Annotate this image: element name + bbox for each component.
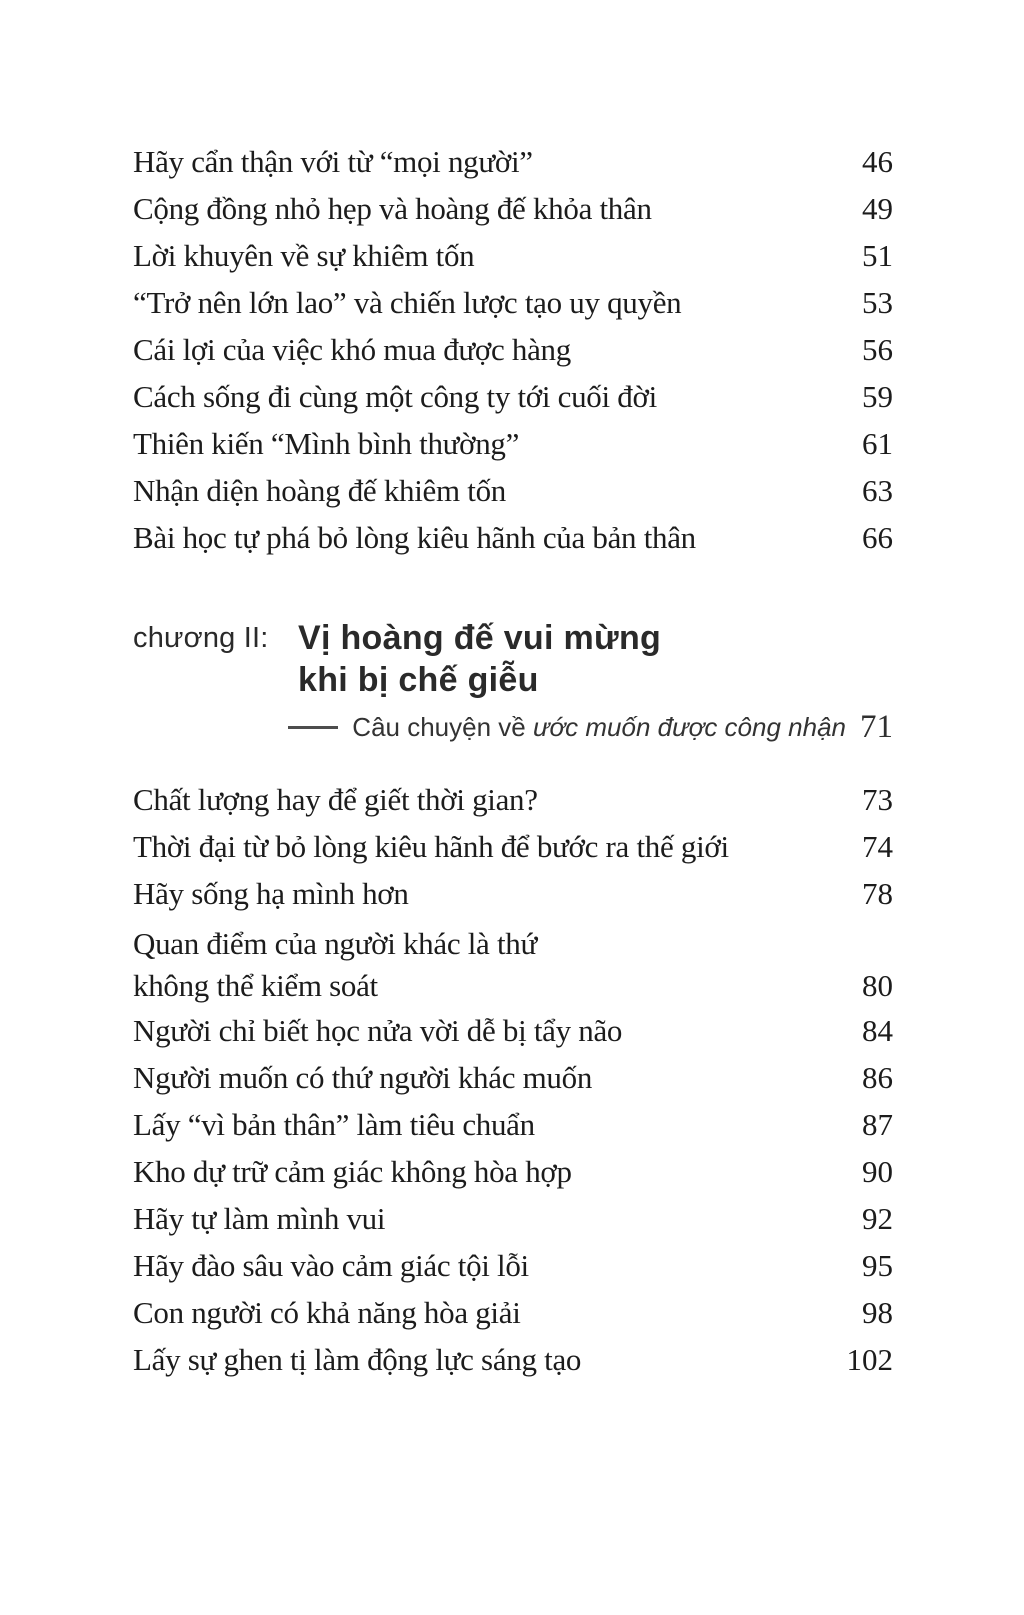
toc-entry-title: Cộng đồng nhỏ hẹp và hoàng đế khỏa thân: [133, 191, 652, 226]
toc-entry: [133, 373, 893, 420]
toc-entry-title: Lời khuyên về sự khiêm tốn: [133, 238, 475, 273]
chapter-subtitle-italic: ước muốn được công nhận: [532, 711, 846, 742]
toc-entry-page: 46: [862, 144, 893, 179]
toc-entry: [133, 232, 893, 279]
toc-section-1: [133, 138, 893, 561]
toc-entry-page: 78: [862, 876, 893, 911]
chapter-title-line2: khi bị chế giễu: [298, 661, 539, 699]
toc-entry-title: Bài học tự phá bỏ lòng kiêu hãnh của bản thân: [133, 520, 696, 555]
toc-entry: [133, 1101, 893, 1148]
toc-entry-page: 87: [862, 1107, 893, 1142]
toc-entry-page: 63: [862, 473, 893, 508]
toc-entry: [133, 1242, 893, 1289]
toc-entry-title: Thời đại từ bỏ lòng kiêu hãnh để bước ra thế giới: [133, 829, 729, 864]
toc-entry-title: [133, 923, 537, 1007]
toc-entry: [133, 185, 893, 232]
toc-entry-title: Nhận diện hoàng đế khiêm tốn: [133, 473, 506, 508]
toc-entry-page: 86: [862, 1060, 893, 1095]
toc-entry-page: 95: [862, 1248, 893, 1283]
toc-entry: [133, 1007, 893, 1054]
toc-entry-page: 49: [862, 191, 893, 226]
toc-entry-page: 56: [862, 332, 893, 367]
toc-entry: [133, 776, 893, 823]
toc-entry: [133, 420, 893, 467]
toc-entry: [133, 823, 893, 870]
toc-entry: [133, 467, 893, 514]
toc-entry-title: Người muốn có thứ người khác muốn: [133, 1060, 593, 1095]
toc-entry: [133, 1195, 893, 1242]
subtitle-dash: [288, 726, 338, 729]
toc-entry-title: Lấy sự ghen tị làm động lực sáng tạo: [133, 1342, 582, 1377]
toc-section-2: [133, 776, 893, 1383]
toc-entry-page: 74: [862, 829, 893, 864]
toc-entry-page: 80: [862, 968, 893, 1003]
chapter-subtitle-row: [133, 708, 893, 745]
toc-entry-title: Hãy cẩn thận với từ “mọi người”: [133, 144, 533, 179]
toc-entry-page: 90: [862, 1154, 893, 1189]
toc-entry-title: Hãy sống hạ mình hơn: [133, 876, 409, 911]
chapter-subtitle-prefix: Câu chuyện về: [352, 711, 526, 742]
toc-entry-page: 66: [862, 520, 893, 555]
toc-entry: [133, 1336, 893, 1383]
toc-entry-title: Cách sống đi cùng một công ty tới cuối đời: [133, 379, 657, 414]
toc-entry-title: Người chỉ biết học nửa vời dễ bị tẩy não: [133, 1013, 623, 1048]
toc-entry-title: Kho dự trữ cảm giác không hòa hợp: [133, 1154, 572, 1189]
toc-entry-page: 61: [862, 426, 893, 461]
toc-entry-page: 102: [846, 1342, 893, 1377]
toc-entry-title: Chất lượng hay để giết thời gian?: [133, 782, 538, 817]
chapter-heading: [133, 617, 893, 701]
toc-entry: [133, 870, 893, 917]
toc-entry: [133, 1054, 893, 1101]
toc-entry-title: Con người có khả năng hòa giải: [133, 1295, 521, 1330]
toc-entry-page: 59: [862, 379, 893, 414]
chapter-page-number: 71: [860, 708, 893, 745]
toc-entry-page: 73: [862, 782, 893, 817]
toc-entry-page: 51: [862, 238, 893, 273]
toc-entry-page: 84: [862, 1013, 893, 1048]
toc-entry-title: Hãy tự làm mình vui: [133, 1201, 386, 1236]
chapter-label: chương II:: [133, 622, 269, 654]
toc-entry: [133, 138, 893, 185]
toc-entry-title-line2: không thể kiểm soát: [133, 968, 378, 1003]
toc-entry: [133, 279, 893, 326]
toc-entry: [133, 326, 893, 373]
toc-entry-page: 92: [862, 1201, 893, 1236]
toc-entry-title: Hãy đào sâu vào cảm giác tội lỗi: [133, 1248, 529, 1283]
toc-entry-page: 53: [862, 285, 893, 320]
toc-entry-title: Thiên kiến “Mình bình thường”: [133, 426, 520, 461]
toc-entry-title: “Trở nên lớn lao” và chiến lược tạo uy quyền: [133, 285, 682, 320]
toc-entry: [133, 1289, 893, 1336]
chapter-title-line1: Vị hoàng đế vui mừng: [298, 619, 662, 657]
toc-entry-title: Lấy “vì bản thân” làm tiêu chuẩn: [133, 1107, 535, 1142]
toc-entry: [133, 514, 893, 561]
toc-entry-two-line: [133, 923, 893, 1007]
chapter-title: [298, 617, 661, 701]
chapter-subtitle: [352, 712, 846, 743]
toc-entry-title: Cái lợi của việc khó mua được hàng: [133, 332, 571, 367]
toc-entry-page: 98: [862, 1295, 893, 1330]
toc-entry: [133, 1148, 893, 1195]
toc-entry-title-line1: Quan điểm của người khác là thứ: [133, 926, 537, 961]
